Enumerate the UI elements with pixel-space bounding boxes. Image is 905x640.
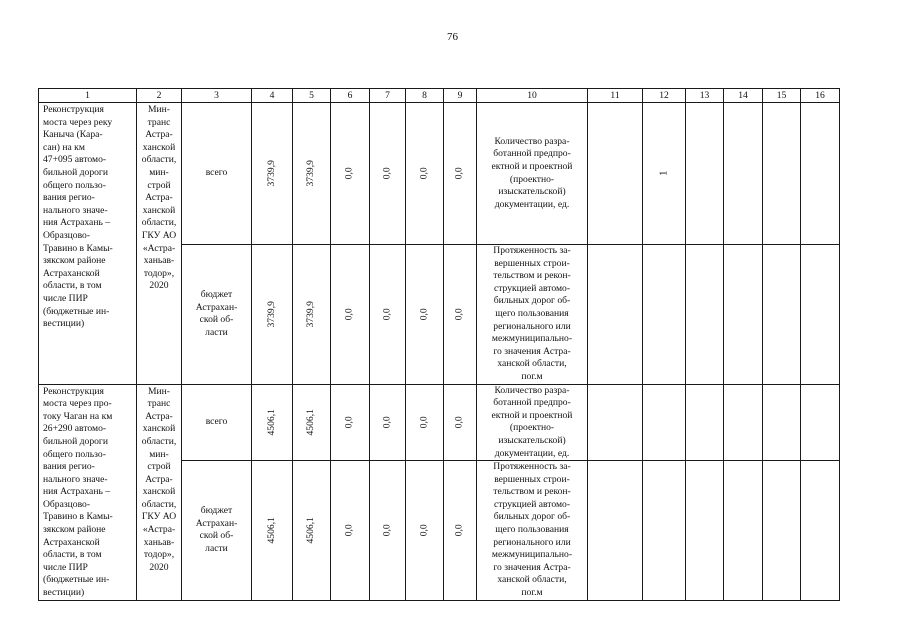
column-header: 5 xyxy=(293,89,331,103)
value-cell xyxy=(763,461,801,601)
value-cell xyxy=(724,245,763,385)
funding-source-cell: бюджет Астрахан- ской об- ласти xyxy=(182,461,252,601)
value-cell: 0,0 xyxy=(331,245,370,385)
value-cell: 0,0 xyxy=(444,245,477,385)
value-cell: 0,0 xyxy=(370,103,406,245)
value-cell xyxy=(724,103,763,245)
column-header: 2 xyxy=(137,89,182,103)
value-cell: 3739,9 xyxy=(293,103,331,245)
column-header: 16 xyxy=(801,89,840,103)
project-name-cell: Реконструкция моста через про- току Чаган на км 26+290 автомо- бильной дороги общего пользо- вания регио- нального значе- ния Астрахань – Образцово- Травино в Камы- зякском районе Астраханской области, в том числе ПИР (бюджетные ин- вестиции) xyxy=(39,384,137,600)
value-cell: 0,0 xyxy=(406,245,444,385)
indicator-cell: Количество разра- ботанной предпро- ектной и проектной (проектно- изыскательской) документации, ед. xyxy=(477,103,588,245)
value-cell xyxy=(686,384,724,461)
column-header: 6 xyxy=(331,89,370,103)
column-header: 8 xyxy=(406,89,444,103)
value-cell xyxy=(763,384,801,461)
value-cell xyxy=(588,461,643,601)
value-cell xyxy=(801,384,840,461)
column-header: 14 xyxy=(724,89,763,103)
program-table xyxy=(38,88,840,601)
indicator-cell: Протяженность за- вершенных строи- тельством и рекон- струкцией автомо- бильных дорог об- щего пользования регионального или межмуниципально- го значения Астра- ханской области, пог.м xyxy=(477,461,588,601)
value-cell: 0,0 xyxy=(370,461,406,601)
value-cell: 0,0 xyxy=(370,245,406,385)
column-header: 12 xyxy=(643,89,686,103)
value-cell xyxy=(724,384,763,461)
value-cell xyxy=(763,103,801,245)
value-cell xyxy=(686,245,724,385)
value-cell xyxy=(643,461,686,601)
column-header: 15 xyxy=(763,89,801,103)
value-cell xyxy=(588,384,643,461)
value-cell: 0,0 xyxy=(406,384,444,461)
value-cell: 3739,9 xyxy=(252,103,293,245)
value-cell xyxy=(801,461,840,601)
value-cell xyxy=(686,461,724,601)
value-cell xyxy=(643,384,686,461)
header-row xyxy=(39,89,840,103)
funding-source-cell: всего xyxy=(182,384,252,461)
table-row xyxy=(39,384,840,461)
page-number: 76 xyxy=(447,31,458,43)
value-cell: 0,0 xyxy=(331,103,370,245)
value-cell: 1 xyxy=(643,103,686,245)
column-header: 4 xyxy=(252,89,293,103)
funding-source-cell: бюджет Астрахан- ской об- ласти xyxy=(182,245,252,385)
value-cell: 0,0 xyxy=(406,103,444,245)
value-cell: 3739,9 xyxy=(252,245,293,385)
column-header: 3 xyxy=(182,89,252,103)
value-cell xyxy=(763,245,801,385)
value-cell xyxy=(588,245,643,385)
column-header: 11 xyxy=(588,89,643,103)
value-cell: 4506,1 xyxy=(252,461,293,601)
funding-source-cell: всего xyxy=(182,103,252,245)
value-cell: 3739,9 xyxy=(293,245,331,385)
value-cell: 0,0 xyxy=(444,461,477,601)
column-header: 1 xyxy=(39,89,137,103)
value-cell: 0,0 xyxy=(331,461,370,601)
value-cell xyxy=(686,103,724,245)
column-header: 7 xyxy=(370,89,406,103)
responsible-cell: Мин- транс Астра- ханской области, мин- строй Астра- ханской области, ГКУ АО «Астра- ханьав- тодор», 2020 xyxy=(137,103,182,385)
value-cell: 0,0 xyxy=(406,461,444,601)
value-cell: 4506,1 xyxy=(252,384,293,461)
value-cell xyxy=(643,245,686,385)
responsible-cell: Мин- транс Астра- ханской области, мин- строй Астра- ханской области, ГКУ АО «Астра- ханьав- тодор», 2020 xyxy=(137,384,182,600)
column-header: 9 xyxy=(444,89,477,103)
value-cell: 4506,1 xyxy=(293,461,331,601)
column-header: 13 xyxy=(686,89,724,103)
value-cell: 0,0 xyxy=(444,103,477,245)
indicator-cell: Протяженность за- вершенных строи- тельством и рекон- струкцией автомо- бильных дорог об- щего пользования регионального или межмуниципально- го значения Астра- ханской области, пог.м xyxy=(477,245,588,385)
value-cell xyxy=(801,245,840,385)
value-cell: 0,0 xyxy=(331,384,370,461)
value-cell xyxy=(801,103,840,245)
value-cell: 0,0 xyxy=(370,384,406,461)
table-row xyxy=(39,103,840,245)
value-cell xyxy=(588,103,643,245)
value-cell: 4506,1 xyxy=(293,384,331,461)
indicator-cell: Количество разра- ботанной предпро- ектной и проектной (проектно- изыскательской) документации, ед. xyxy=(477,384,588,461)
value-cell: 0,0 xyxy=(444,384,477,461)
column-header: 10 xyxy=(477,89,588,103)
project-name-cell: Реконструкция моста через реку Каныча (Кара- сан) на км 47+095 автомо- бильной дороги общего пользо- вания регио- нального значе- ния Астрахань – Образцово- Травино в Камы- зякском районе Астраханской области, в том числе ПИР (бюджетные ин- вестиции) xyxy=(39,103,137,385)
value-cell xyxy=(724,461,763,601)
